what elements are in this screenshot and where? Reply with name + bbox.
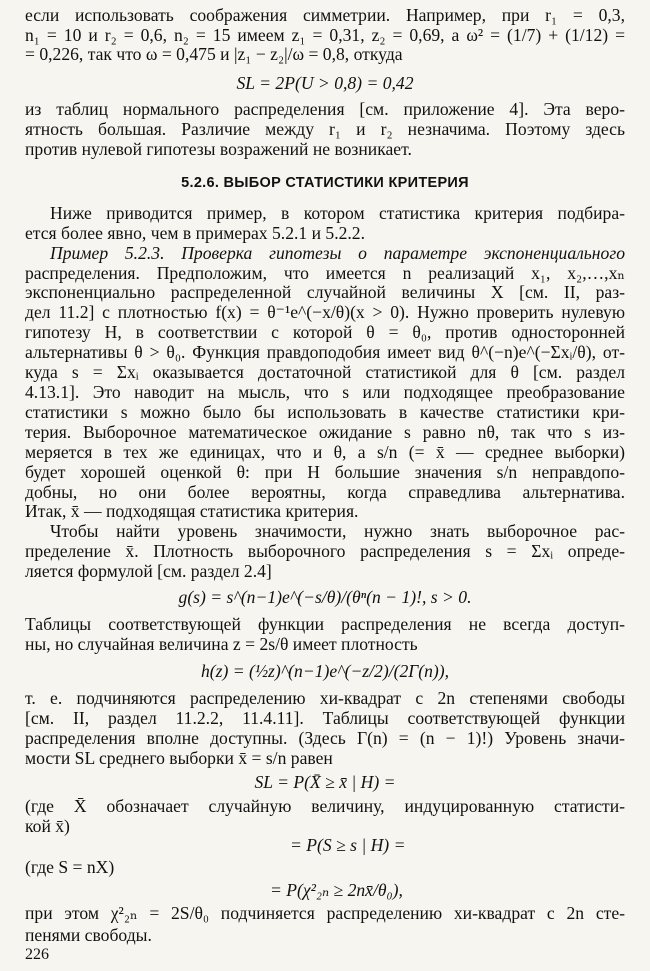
text-line: мости SL среднего выборки x̄ = s/n равен	[25, 747, 333, 768]
text-line: распределения вполне доступны. (Здесь Γ(n) = (n − 1)!) Уровень значи-	[25, 727, 625, 748]
formula-line: SL = P(X̄ ≥ x̄ | H) =	[254, 772, 396, 793]
text-line: будет хорошей оценкой θ: при H большие значения s/n неправдопо-	[25, 461, 625, 482]
text-line: против нулевой гипотезы возражений не возникает.	[25, 138, 412, 159]
text-line: пределение x̄. Плотность выборочного распределения s = Σxᵢ опреде-	[25, 541, 625, 562]
formula-line: h(z) = (½z)^(n−1)e^(−z/2)/(2Γ(n)),	[200, 660, 450, 681]
text-line: меряется в тех же единицах, что и θ, а s/n (= x̄ — среднее выборки)	[25, 441, 625, 462]
section-heading: 5.2.6. ВЫБОР СТАТИСТИКИ КРИТЕРИЯ	[181, 174, 469, 191]
text-line: Итак, x̄ — подходящая статистика критерия.	[25, 501, 359, 522]
text-line: добны, но они более вероятны, когда справедлива альтернатива.	[25, 481, 625, 502]
text-line: = P(χ²₂ₙ ≥ 2nx̄/θ₀),	[270, 880, 403, 900]
page-number: 226	[25, 946, 49, 963]
text-line: Таблицы соответствующей функции распределения не всегда доступ-	[25, 613, 625, 634]
text-line: экспоненциально распределенной случайной величины X [см. II, раз-	[25, 282, 625, 303]
text-line: ятность большая. Различие между r₁ и r₂ незначима. Поэтому здесь	[25, 118, 625, 139]
formula-line: g(s) = s^(n−1)e^(−s/θ)/(θⁿ(n − 1)!, s > 0.	[178, 587, 472, 608]
text-line: пенями свободы.	[25, 925, 152, 945]
text-line: Пример 5.2.3. Проверка гипотезы о параметре экспоненциального	[50, 242, 625, 263]
text-line: n₁ = 10 и r₂ = 0,6, n₂ = 15 имеем z₁ = 0,31, z₂ = 0,69, а ω² = (1/7) + (1/12) =	[25, 24, 625, 45]
text-line: Чтобы найти уровень значимости, нужно знать выборочное рас-	[50, 521, 625, 542]
text-line: = 0,226, так что ω = 0,475 и |z₁ − z₂|/ω = 0,8, откуда	[25, 44, 403, 65]
text-line: (где X̄ обозначает случайную величину, индуцированную статисти-	[25, 796, 625, 817]
text-line: (где S = nX)	[25, 857, 115, 878]
text-line: если использовать соображения симметрии. Например, при r₁ = 0,3,	[25, 4, 625, 25]
text-line: куда s = Σxᵢ оказывается достаточной статистикой для θ [см. раздел	[25, 362, 625, 383]
text-line: гипотезу H, в соответствии с которой θ = θ₀, против односторонней	[25, 322, 625, 343]
text-line: из таблиц нормального распределения [см. приложение 4]. Эта веро-	[25, 98, 625, 119]
text-line: статистики s можно было бы использовать в качестве статистики кри-	[25, 401, 625, 422]
text-line: т. е. подчиняются распределению хи-квадрат с 2n степенями свободы	[25, 687, 625, 708]
text-line: кой x̄)	[25, 816, 70, 837]
formula-line: SL = 2P(U > 0,8) = 0,42	[236, 73, 414, 94]
text-line: альтернативы θ > θ₀. Функция правдоподобия имеет вид θ^(−n)e^(−Σxᵢ/θ), от-	[25, 342, 625, 363]
text-line: ется более явно, чем в примерах 5.2.1 и 5.2.2.	[25, 222, 365, 243]
text-line: 4.13.1]. Это наводит на мысль, что s или подходящее преобразование	[25, 382, 625, 402]
text-line: дел 11.2] с плотностью f(x) = θ⁻¹e^(−x/θ)(x > 0). Нужно проверить нулевую	[25, 302, 625, 323]
formula-line: = P(S ≥ s | H) =	[290, 835, 406, 856]
text-line: при этом χ²₂ₙ = 2S/θ₀ подчиняется распределению хи-квадрат с 2n сте-	[25, 903, 625, 923]
text-line: ляется формулой [см. раздел 2.4]	[25, 561, 272, 582]
text-line: Ниже приводится пример, в котором статистика критерия подбира-	[50, 202, 625, 223]
text-line: распределения. Предположим, что имеется n реализаций x₁, x₂,…,xₙ	[25, 262, 625, 283]
text-line: ны, но случайная величина z = 2s/θ имеет плотность	[25, 633, 418, 654]
text-line: терия. Выборочное математическое ожидание s равно nθ, так что s из-	[25, 421, 625, 442]
text-line: [см. II, раздел 11.2.2, 11.4.11]. Таблицы соответствующей функции	[25, 707, 625, 728]
